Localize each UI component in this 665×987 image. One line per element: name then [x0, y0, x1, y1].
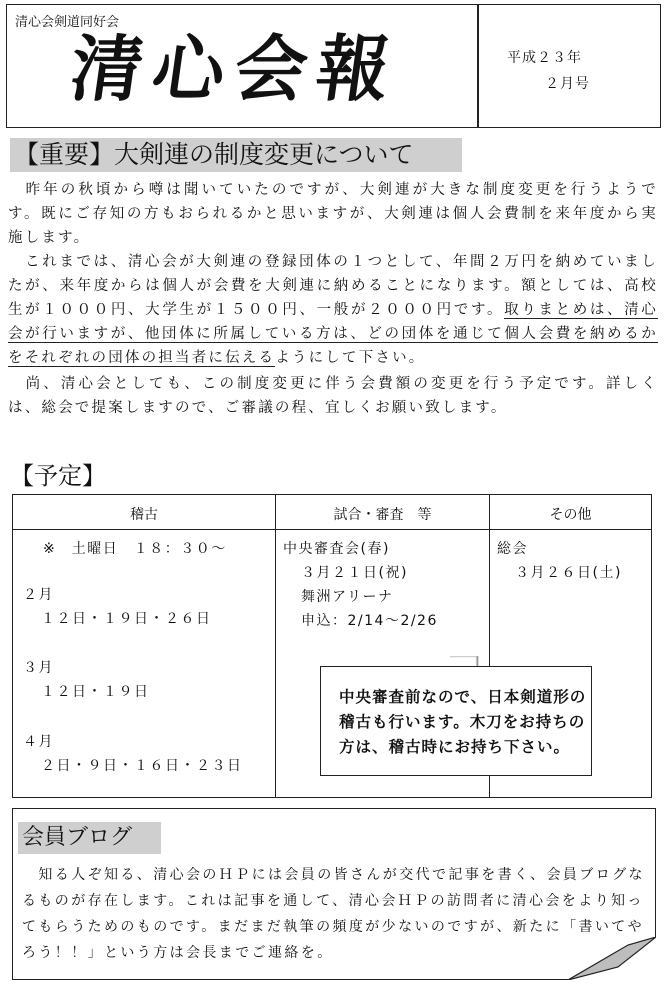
- header-divider: [477, 5, 479, 127]
- article-paragraph-3: 尚、清心会としても、この制度変更に伴う会費額の変更を行う予定です。詳しくは、総会で提案しますので、ご審議の程、宜しくお願い致します。: [8, 376, 658, 416]
- blog-text: 知る人ぞ知る、清心会のＨＰには会員の皆さんが交代で記事を書く、会員ブログなるものが存在します。これは記事を通して、清心会ＨＰの訪問者に清心会をより知ってもらうためのものです。まだまだ執筆の頻度が少ないのですが、新たに「書いてやろう！！」という方は会長までご連絡を。: [22, 867, 645, 961]
- event-application: 申込：2/14～2/26: [301, 613, 438, 629]
- issue-year: 平成２３年: [507, 50, 582, 66]
- blog-heading: 会員ブログ: [18, 822, 161, 854]
- practice-days: １２日・１９日・２６日: [41, 611, 212, 627]
- other-event-date: ３月２６日(土): [515, 565, 622, 581]
- table-divider: [275, 495, 276, 797]
- newsletter-header: [6, 4, 661, 128]
- event-venue: 舞洲アリーナ: [301, 589, 394, 605]
- underlined-text: 取りまとめは、清心会が行いますが、他団体に所属している方は、どの団体を通じて個人会費を納めるかをそれぞれの団体の担当者に伝える: [8, 302, 658, 366]
- practice-days: ２日・９日・１６日・２３日: [41, 758, 243, 774]
- notice-box-face: [320, 666, 592, 776]
- issue-month: ２月号: [545, 76, 590, 92]
- practice-notice-box: [320, 656, 608, 778]
- practice-month: ２月: [23, 587, 54, 603]
- article-paragraph-1: 昨年の秋頃から噂は聞いていたのですが、大剣連が大きな制度変更を行うようです。既にご存知の方もおられるかと思いますが、大剣連は個人会費制を来年度から実施します。: [8, 182, 658, 246]
- org-name: 清心会剣道同好会: [15, 15, 120, 30]
- practice-days: １２日・１９日: [41, 684, 150, 700]
- paragraph-text: ようにして下さい。: [275, 350, 426, 366]
- practice-time-note: ※ 土曜日 １８：３０～: [43, 541, 227, 557]
- notice-text: 中央審査前なので、日本剣道形の稽古も行います。木刀をお持ちの方は、稽古時にお持ち下さい。: [339, 688, 587, 756]
- event-name: 中央審査会(春): [283, 541, 390, 557]
- article-heading: 【重要】大剣連の制度変更について: [10, 138, 462, 172]
- other-event-name: 総会: [497, 541, 528, 557]
- column-header-practice: 稽古: [130, 507, 158, 523]
- table-header-divider: [13, 529, 651, 530]
- column-header-events: 試合・審査 等: [333, 507, 432, 523]
- practice-month: ４月: [23, 734, 54, 750]
- newsletter-title: 清心会報: [65, 26, 406, 111]
- event-date: ３月２１日(祝): [301, 565, 408, 581]
- article-paragraph-2: [8, 250, 658, 370]
- practice-month: ３月: [23, 660, 54, 676]
- schedule-heading: 【予定】: [10, 462, 106, 490]
- column-header-other: その他: [549, 507, 592, 523]
- paragraph-text: これまでは、清心会が大剣連の登録団体の１つとして、年間２万円を納めていましたが、来年度からは個人が会費を大剣連に納めることになります。額としては、高校生が１０００円、大学生が１５００円、一般が２０００円です。: [8, 254, 658, 318]
